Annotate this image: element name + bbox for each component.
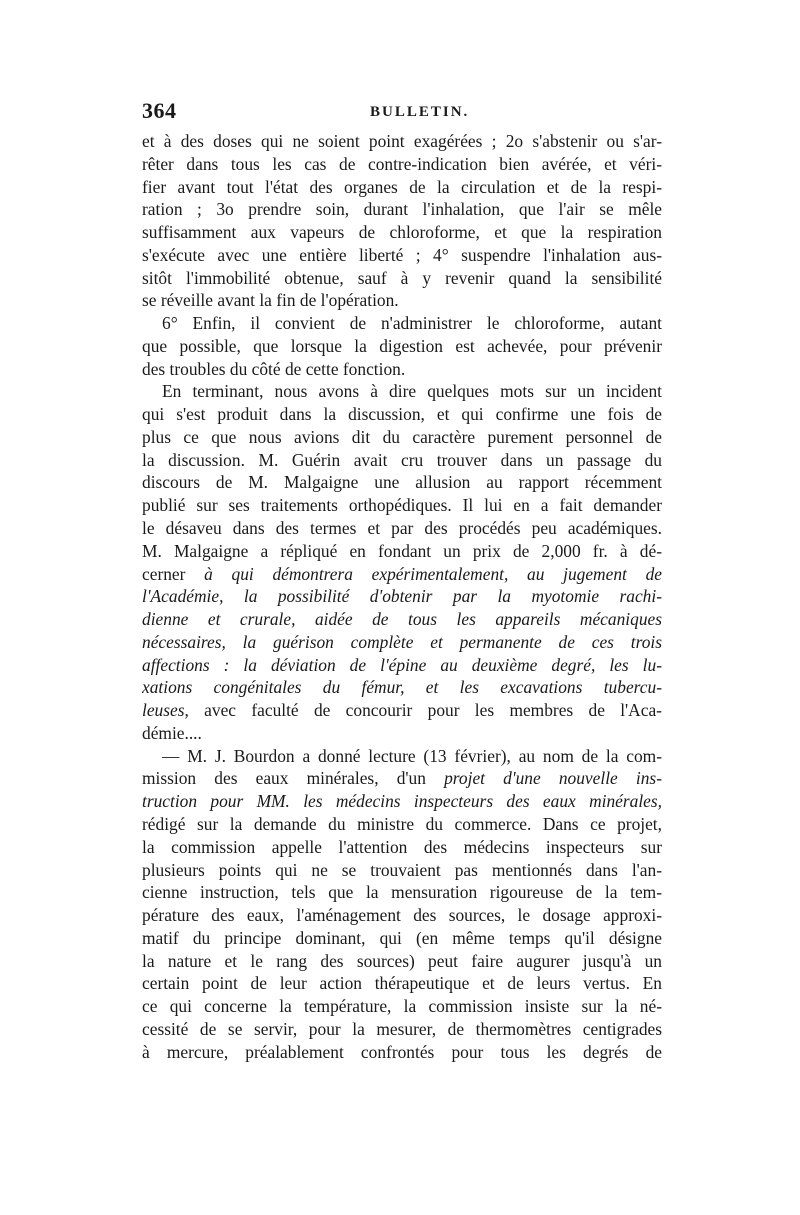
- text-line: cessité de se servir, pour la mesurer, de thermomètres centigrades: [142, 1018, 662, 1039]
- text-line: ce qui concerne la température, la commission insiste sur la né-: [142, 996, 662, 1017]
- text-line: matif du principe dominant, qui (en même temps qu'il désigne: [142, 927, 662, 948]
- text-line: publié sur ses traitements orthopédiques. Il lui en a fait demander: [142, 495, 662, 516]
- text-line: des troubles du côté de cette fonction.: [142, 358, 406, 379]
- text-line-mixed: [142, 699, 662, 722]
- text-line: et à des doses qui ne soient point exagérées ; 2o s'abstenir ou s'ar-: [142, 131, 662, 151]
- text-segment-italic: à qui démontrera expérimentalement, au jugement de: [204, 563, 662, 584]
- text-line: fier avant tout l'état des organes de la circulation et de la respi-: [142, 176, 662, 197]
- text-line: 6° Enfin, il convient de n'administrer le chloroforme, autant: [162, 313, 662, 334]
- running-title: BULLETIN.: [370, 104, 470, 120]
- text-line: démie....: [142, 722, 202, 743]
- text-line: xations congénitales du fémur, et les excavations tubercu-: [142, 677, 662, 698]
- text-line: qui s'est produit dans la discussion, et qui confirme une fois de: [142, 404, 662, 425]
- text-line: En terminant, nous avons à dire quelques mots sur un incident: [162, 381, 662, 402]
- text-line-mixed: [142, 767, 662, 790]
- text-line: se réveille avant la fin de l'opération.: [142, 290, 399, 311]
- text-line: à mercure, préalablement confrontés pour tous les degrés de: [142, 1041, 662, 1062]
- text-line: discours de M. Malgaigne une allusion au rapport récemment: [142, 472, 662, 493]
- text-line: nécessaires, la guérison complète et permanente de ces trois: [142, 631, 662, 652]
- text-line: la commission appelle l'attention des médecins inspecteurs sur: [142, 836, 662, 857]
- text-segment-italic: leuses,: [142, 700, 189, 721]
- text-line: dienne et crurale, aidée de tous les appareils mécaniques: [142, 609, 662, 630]
- text-line: certain point de leur action thérapeutique et de leurs vertus. En: [142, 973, 662, 994]
- text-line: sitôt l'immobilité obtenue, sauf à y revenir quand la sensibilité: [142, 267, 662, 288]
- text-line: suffisamment aux vapeurs de chloroforme, et que la respiration: [142, 222, 662, 243]
- text-line-mixed: [142, 563, 662, 586]
- text-line: ration ; 3o prendre soin, durant l'inhalation, que l'air se mêle: [142, 199, 662, 220]
- body-text: [142, 130, 662, 1063]
- text-line: plusieurs points qui ne se trouvaient pas mentionnés dans l'an-: [142, 859, 662, 880]
- text-line: s'exécute avec une entière liberté ; 4° suspendre l'inhalation aus-: [142, 244, 662, 265]
- text-line: le désaveu dans des termes et par des procédés peu académiques.: [142, 518, 662, 539]
- text-line: cienne instruction, tels que la mensuration rigoureuse de la tem-: [142, 882, 662, 903]
- text-line: plus ce que nous avions dit du caractère purement personnel de: [142, 426, 662, 447]
- text-line: — M. J. Bourdon a donné lecture (13 février), au nom de la com-: [162, 745, 662, 766]
- text-segment: avec faculté de concourir pour les membres de l'Aca-: [204, 700, 662, 721]
- text-line: rêter dans tous les cas de contre-indication bien avérée, et véri-: [142, 153, 662, 174]
- page-header: [142, 98, 662, 126]
- text-line: l'Académie, la possibilité d'obtenir par la myotomie rachi-: [142, 586, 662, 607]
- text-line: la nature et le rang des sources) peut faire augurer jusqu'à un: [142, 950, 662, 971]
- text-line: affections : la déviation de l'épine au deuxième degré, les lu-: [142, 654, 662, 675]
- page-number: 364: [142, 98, 177, 123]
- text-segment: mission des eaux minérales, d'un: [142, 768, 426, 789]
- text-segment-italic: projet d'une nouvelle ins-: [444, 768, 662, 789]
- text-line: truction pour MM. les médecins inspecteurs des eaux minérales,: [142, 791, 662, 812]
- text-line: la discussion. M. Guérin avait cru trouver dans un passage du: [142, 449, 662, 470]
- text-line: M. Malgaigne a répliqué en fondant un prix de 2,000 fr. à dé-: [142, 540, 662, 561]
- text-segment: cerner: [142, 563, 186, 584]
- text-line: rédigé sur la demande du ministre du commerce. Dans ce projet,: [142, 813, 662, 834]
- text-line: pérature des eaux, l'aménagement des sources, le dosage approxi-: [142, 905, 662, 926]
- text-line: que possible, que lorsque la digestion est achevée, pour prévenir: [142, 335, 662, 356]
